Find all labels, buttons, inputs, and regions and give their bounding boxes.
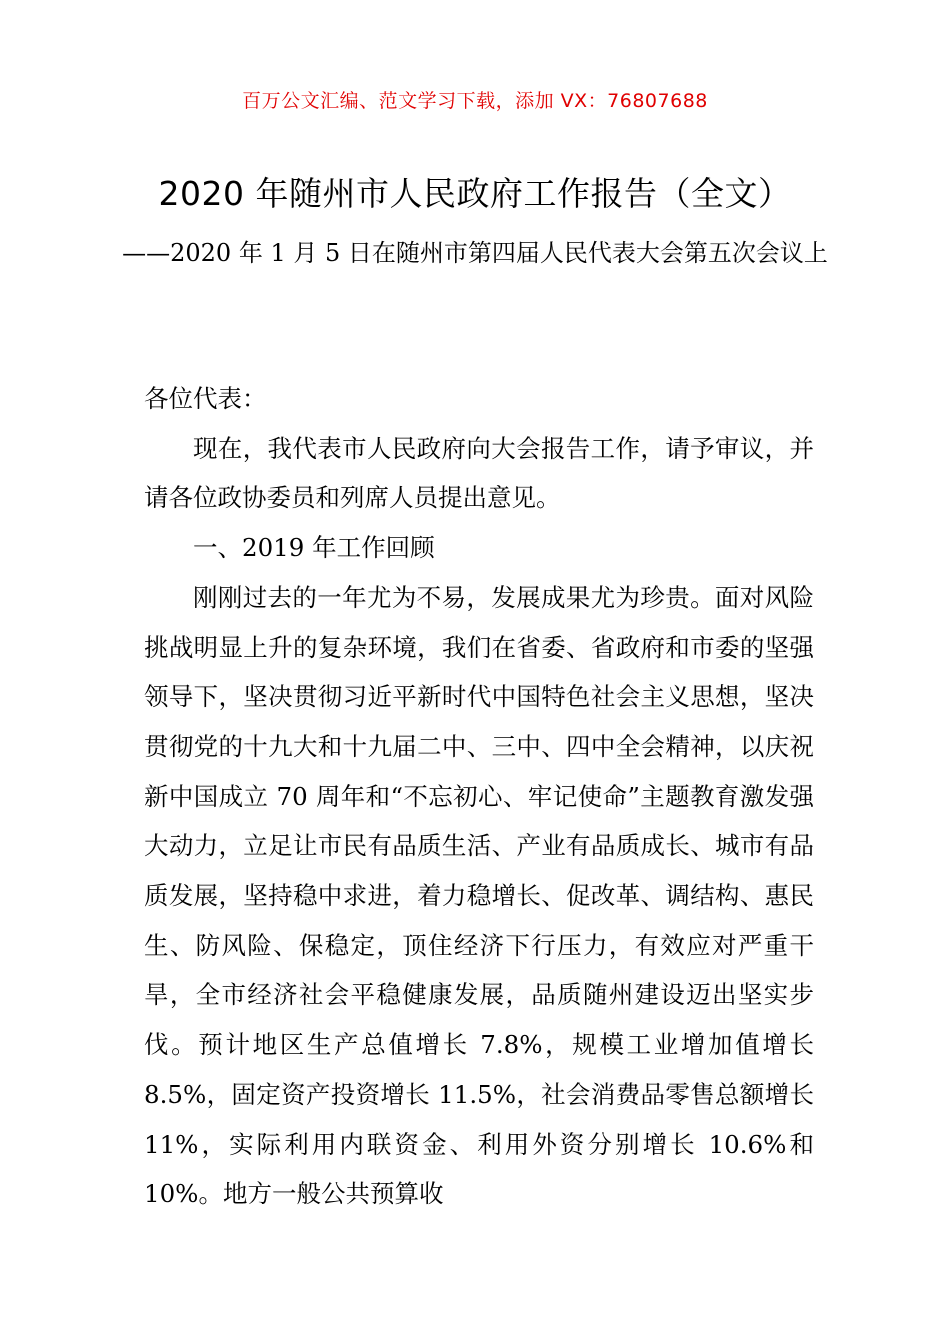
document-title: 2020 年随州市人民政府工作报告（全文） (158, 174, 792, 213)
document-body (144, 374, 814, 1219)
document-subtitle: ——2020 年 1 月 5 日在随州市第四届人民代表大会第五次会议上 (122, 239, 828, 267)
section-heading: 一、2019 年工作回顾 (193, 533, 435, 563)
header-watermark-note: 百万公文汇编、范文学习下载，添加 VX：76807688 (242, 90, 708, 112)
paragraph-intro: 现在，我代表市人民政府向大会报告工作，请予审议，并请各位政协委员和列席人员提出意见。 (144, 433, 814, 513)
paragraph-review: 刚刚过去的一年尤为不易，发展成果尤为珍贵。面对风险挑战明显上升的复杂环境，我们在省委、省政府和市委的坚强领导下，坚决贯彻习近平新时代中国特色社会主义思想，坚决贯彻党的十九大和十九届二中、三中、四中全会精神，以庆祝新中国成立 70 周年和“不忘初心、牢记使命”主题教育激发强大动力，立足让市民有品质生活、产业有品质成长、城市有品质发展，坚持稳中求进，着力稳增长、促改革、调结构、惠民生、防风险、保稳定，顶住经济下行压力，有效应对严重干旱，全市经济社会平稳健康发展，品质随州建设迈出坚实步伐。预计地区生产总值增长 7.8%，规模工业增加值增长 8.5%，固定资产投资增长 11.5%，社会消费品零售总额增长 11%，实际利用内联资金、利用外资分别增长 10.6%和 10%。地方一般公共预算收 (144, 582, 814, 1209)
salutation: 各位代表： (144, 384, 267, 413)
